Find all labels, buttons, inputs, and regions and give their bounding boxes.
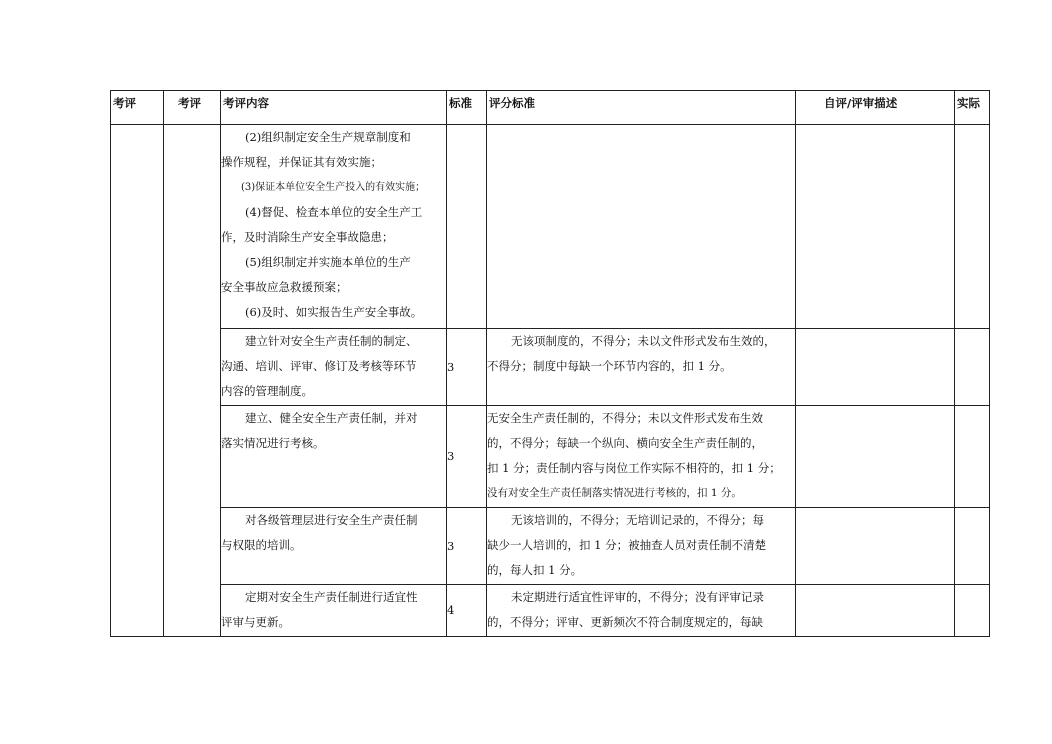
actual-score-cell xyxy=(955,585,990,637)
criteria-cell xyxy=(487,406,796,508)
content-cell xyxy=(221,406,447,508)
criteria-line: 不得分；制度中每缺一个环节内容的，扣 1 分。 xyxy=(487,359,732,373)
content-line: 安全事故应急救援预案； xyxy=(221,280,348,294)
content-line: 建立针对安全生产责任制的制定、 xyxy=(245,334,418,348)
table-row xyxy=(111,406,990,508)
table-row xyxy=(111,508,990,585)
content-line: 作，及时消除生产安全事故隐患； xyxy=(221,230,394,244)
score-cell: 3 xyxy=(447,406,487,508)
criteria-line: 没有对安全生产责任制落实情况进行考核的，扣 1 分。 xyxy=(487,487,742,499)
content-cell xyxy=(221,508,447,585)
content-line: 内容的管理制度。 xyxy=(221,384,313,398)
content-cell xyxy=(221,125,447,329)
content-line: 建立、健全安全生产责任制，并对 xyxy=(245,411,418,425)
actual-score-cell xyxy=(955,329,990,406)
self-eval-cell xyxy=(796,585,955,637)
content-line: (2)组织制定安全生产规章制度和 xyxy=(245,130,411,144)
header-row xyxy=(111,91,990,125)
content-line: 沟通、培训、评审、修订及考核等环节 xyxy=(221,359,417,373)
header-self-evaluation: 自评/评审描述 xyxy=(796,91,955,125)
criteria-cell xyxy=(487,329,796,406)
criteria-line: 无安全生产责任制的，不得分；未以文件形式发布生效 xyxy=(487,411,763,425)
actual-score-cell xyxy=(955,508,990,585)
header-actual-score: 实际 xyxy=(955,91,990,125)
self-eval-cell xyxy=(796,329,955,406)
criteria-line: 扣 1 分；责任制内容与岗位工作实际不相符的，扣 1 分； xyxy=(487,461,781,475)
self-eval-cell xyxy=(796,508,955,585)
content-cell xyxy=(221,585,447,637)
content-line: 定期对安全生产责任制进行适宜性 xyxy=(245,590,418,604)
category-cell xyxy=(111,125,164,637)
actual-score-cell xyxy=(955,125,990,329)
criteria-line: 的，不得分；评审、更新频次不符合制度规定的，每缺 xyxy=(487,615,763,629)
content-line: (3)保证本单位安全生产投入的有效实施； xyxy=(241,182,426,193)
criteria-line: 的，不得分；每缺一个纵向、横向安全生产责任制的， xyxy=(487,436,763,450)
header-col1: 考评 xyxy=(111,91,164,125)
criteria-cell xyxy=(487,125,796,329)
header-col2: 考评 xyxy=(164,91,221,125)
header-content: 考评内容 xyxy=(221,91,447,125)
item-cell xyxy=(164,125,221,637)
self-eval-cell xyxy=(796,406,955,508)
content-line: 操作规程，并保证其有效实施； xyxy=(221,155,382,169)
criteria-line: 无该项制度的，不得分；未以文件形式发布生效的， xyxy=(511,334,776,348)
score-cell: 3 xyxy=(447,329,487,406)
header-scoring-criteria: 评分标准 xyxy=(487,91,796,125)
content-cell xyxy=(221,329,447,406)
table-row xyxy=(111,585,990,637)
criteria-line: 无该培训的，不得分；无培训记录的，不得分；每 xyxy=(511,513,764,527)
content-line: 对各级管理层进行安全生产责任制 xyxy=(245,513,418,527)
content-line: (5)组织制定并实施本单位的生产 xyxy=(245,255,411,269)
content-line: (6)及时、如实报告生产安全事故。 xyxy=(245,305,423,319)
score-cell xyxy=(447,125,487,329)
criteria-cell xyxy=(487,585,796,637)
self-eval-cell xyxy=(796,125,955,329)
score-cell: 3 xyxy=(447,508,487,585)
table-row xyxy=(111,329,990,406)
criteria-line: 缺少一人培训的，扣 1 分；被抽查人员对责任制不清楚 xyxy=(487,538,767,552)
criteria-line: 的，每人扣 1 分。 xyxy=(487,563,583,577)
actual-score-cell xyxy=(955,406,990,508)
evaluation-table xyxy=(110,90,990,637)
content-line: 落实情况进行考核。 xyxy=(221,436,325,450)
content-line: 与权限的培训。 xyxy=(221,538,302,552)
header-standard-score: 标准 xyxy=(447,91,487,125)
criteria-line: 未定期进行适宜性评审的，不得分；没有评审记录 xyxy=(511,590,764,604)
content-line: (4)督促、检查本单位的安全生产工 xyxy=(245,205,423,219)
content-line: 评审与更新。 xyxy=(221,615,290,629)
score-cell: 4 xyxy=(447,585,487,637)
criteria-cell xyxy=(487,508,796,585)
table-row xyxy=(111,125,990,329)
